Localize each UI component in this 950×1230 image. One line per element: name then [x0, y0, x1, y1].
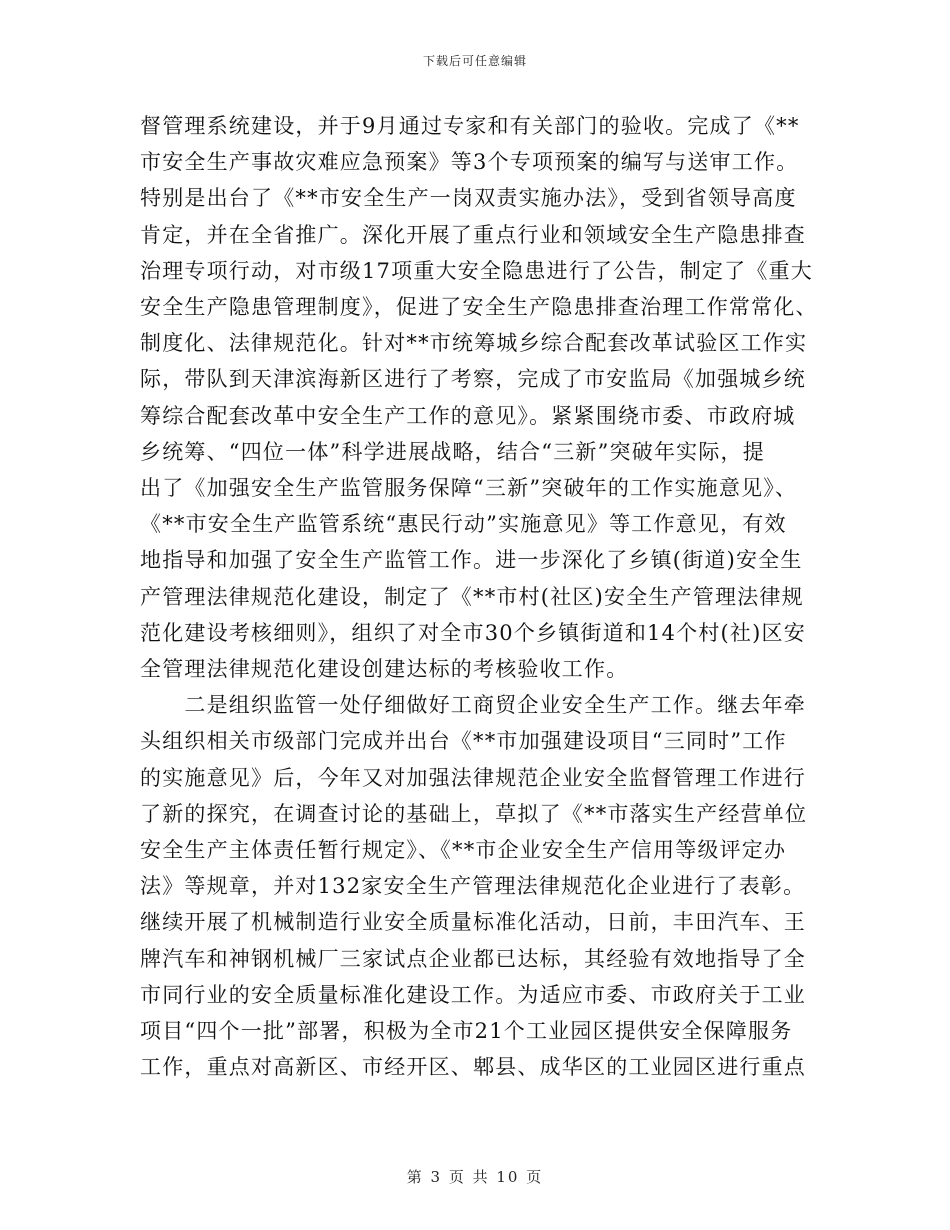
text-line: 项目“四个一批”部署，积极为全市21个工业园区提供安全保障服务 — [140, 1019, 793, 1044]
page-footer: 第 3 页 共 10 页 — [406, 1168, 544, 1186]
text-line: 际，带队到天津滨海新区进行了考察，完成了市安监局《加强城乡统 — [140, 367, 806, 392]
text-line: 的实施意见》后，今年又对加强法律规范企业安全监督管理工作进行 — [140, 765, 806, 790]
text-line: 肯定，并在全省推广。深化开展了重点行业和领域安全生产隐患排查 — [140, 222, 806, 247]
text-line: 全管理法律规范化建设创建达标的考核验收工作。 — [140, 657, 629, 682]
text-line: 范化建设考核细则》，组织了对全市30个乡镇街道和14个村(社)区安 — [140, 620, 806, 645]
text-line: 《**市安全生产监管系统“惠民行动”实施意见》等工作意见，有效 — [140, 512, 787, 537]
text-line: 治理专项行动，对市级17项重大安全隐患进行了公告，制定了《重大 — [140, 258, 813, 283]
text-line: 头组织相关市级部门完成并出台《**市加强建设项目“三同时”工作 — [140, 729, 787, 754]
text-line: 市安全生产事故灾难应急预案》等3个专项预案的编写与送审工作。 — [140, 150, 799, 175]
paragraph — [140, 108, 820, 1085]
text-line: 制度化、法律规范化。针对**市统筹城乡综合配套改革试验区工作实 — [140, 331, 808, 356]
text-line: 牌汽车和神钢机械厂三家试点企业都已达标，其经验有效地指导了全 — [140, 946, 806, 971]
text-line: 工作，重点对高新区、市经开区、郫县、成华区的工业园区进行重点 — [140, 1055, 806, 1080]
text-line: 督管理系统建设，并于9月通过专家和有关部门的验收。完成了《** — [140, 114, 800, 138]
text-line: 产管理法律规范化建设，制定了《**市村(社区)安全生产管理法律规 — [140, 584, 804, 609]
text-line: 筹综合配套改革中安全生产工作的意见》。紧紧围绕市委、市政府城 — [140, 403, 796, 428]
body-text — [140, 108, 820, 1085]
text-line: 继续开展了机械制造行业安全质量标准化活动，日前，丰田汽车、王 — [140, 910, 806, 935]
text-line: 安全生产隐患管理制度》，促进了安全生产隐患排查治理工作常常化、 — [140, 295, 818, 320]
text-line: 市同行业的安全质量标准化建设工作。为适应市委、市政府关于工业 — [140, 982, 806, 1007]
page-header: 下载后可任意编辑 — [422, 54, 527, 68]
text-line: 出了《加强安全生产监管服务保障“三新”突破年的工作实施意见》、 — [140, 476, 798, 501]
text-line: 了新的探究，在调查讨论的基础上，草拟了《**市落实生产经营单位 — [140, 801, 808, 826]
text-line: 安全生产主体责任暂行规定》、《**市企业安全生产信用等级评定办 — [140, 838, 787, 863]
text-line: 特别是出台了《**市安全生产一岗双责实施办法》，受到省领导高度 — [140, 186, 797, 211]
text-line: 法》等规章，并对132家安全生产管理法律规范化企业进行了表彰。 — [140, 874, 806, 899]
text-line: 乡统筹、“四位一体”科学进展战略，结合“三新”突破年实际，提 — [140, 439, 765, 464]
text-line: 地指导和加强了安全生产监管工作。进一步深化了乡镇(街道)安全生 — [140, 548, 803, 573]
text-line: 二是组织监管一处仔细做好工商贸企业安全生产工作。继去年牵 — [140, 693, 806, 718]
